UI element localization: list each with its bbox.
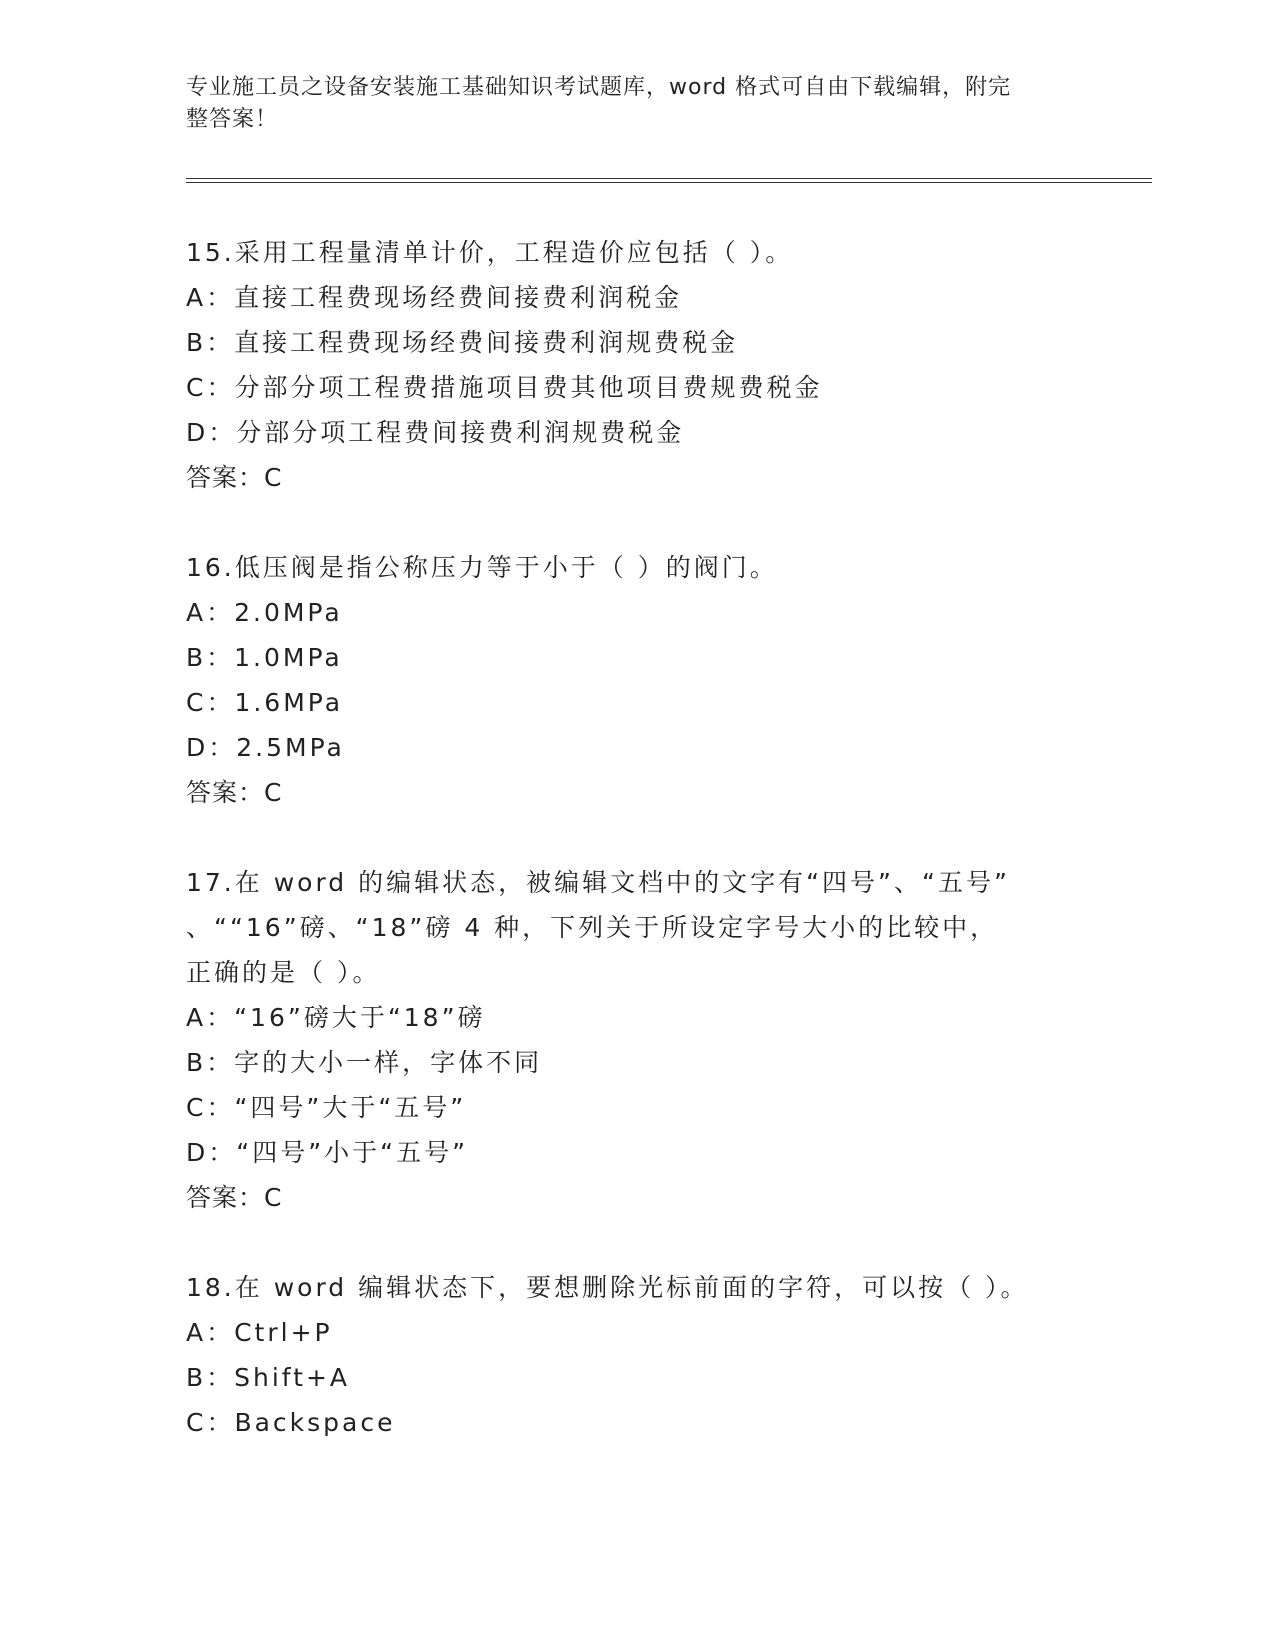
- question-16: [186, 545, 1066, 815]
- header-divider-bottom: [186, 182, 1152, 183]
- option-d: D：分部分项工程费间接费利润规费税金: [186, 418, 685, 447]
- document-header: [186, 72, 1066, 136]
- answer: 答案：C: [186, 778, 283, 807]
- question-stem: 15.采用工程量清单计价，工程造价应包括（ ）。: [186, 238, 794, 267]
- header-divider-top: [186, 178, 1152, 179]
- question-stem: 16.低压阀是指公称压力等于小于（ ）的阀门。: [186, 553, 778, 582]
- option-b: B：1.0MPa: [186, 643, 343, 672]
- question-stem-line-2: 、““16”磅、“18”磅 4 种，下列关于所设定字号大小的比较中，: [186, 913, 999, 942]
- question-stem: 18.在 word 编辑状态下，要想删除光标前面的字符，可以按（ ）。: [186, 1273, 1029, 1302]
- option-a: A：Ctrl+P: [186, 1318, 333, 1347]
- question-18: [186, 1265, 1066, 1445]
- option-d: D：2.5MPa: [186, 733, 345, 762]
- option-c: C：Backspace: [186, 1408, 396, 1437]
- option-b: B：字的大小一样，字体不同: [186, 1048, 543, 1077]
- option-c: C：1.6MPa: [186, 688, 344, 717]
- question-stem-line-1: 17.在 word 的编辑状态，被编辑文档中的文字有“四号”、“五号”: [186, 868, 1010, 897]
- question-stem-line-3: 正确的是（ ）。: [186, 958, 381, 987]
- answer: 答案：C: [186, 1183, 283, 1212]
- option-b: B：直接工程费现场经费间接费利润规费税金: [186, 328, 739, 357]
- answer: 答案：C: [186, 463, 283, 492]
- option-b: B：Shift+A: [186, 1363, 351, 1392]
- option-c: C：分部分项工程费措施项目费其他项目费规费税金: [186, 373, 823, 402]
- option-d: D：“四号”小于“五号”: [186, 1138, 469, 1167]
- option-a: A：2.0MPa: [186, 598, 343, 627]
- question-17: [186, 860, 1066, 1220]
- question-15: [186, 230, 1066, 500]
- header-line-2: 整答案！: [186, 107, 279, 132]
- header-line-1: 专业施工员之设备安装施工基础知识考试题库，word 格式可自由下载编辑，附完: [186, 75, 1012, 100]
- option-a: A：直接工程费现场经费间接费利润税金: [186, 283, 683, 312]
- option-a: A：“16”磅大于“18”磅: [186, 1003, 486, 1032]
- option-c: C：“四号”大于“五号”: [186, 1093, 467, 1122]
